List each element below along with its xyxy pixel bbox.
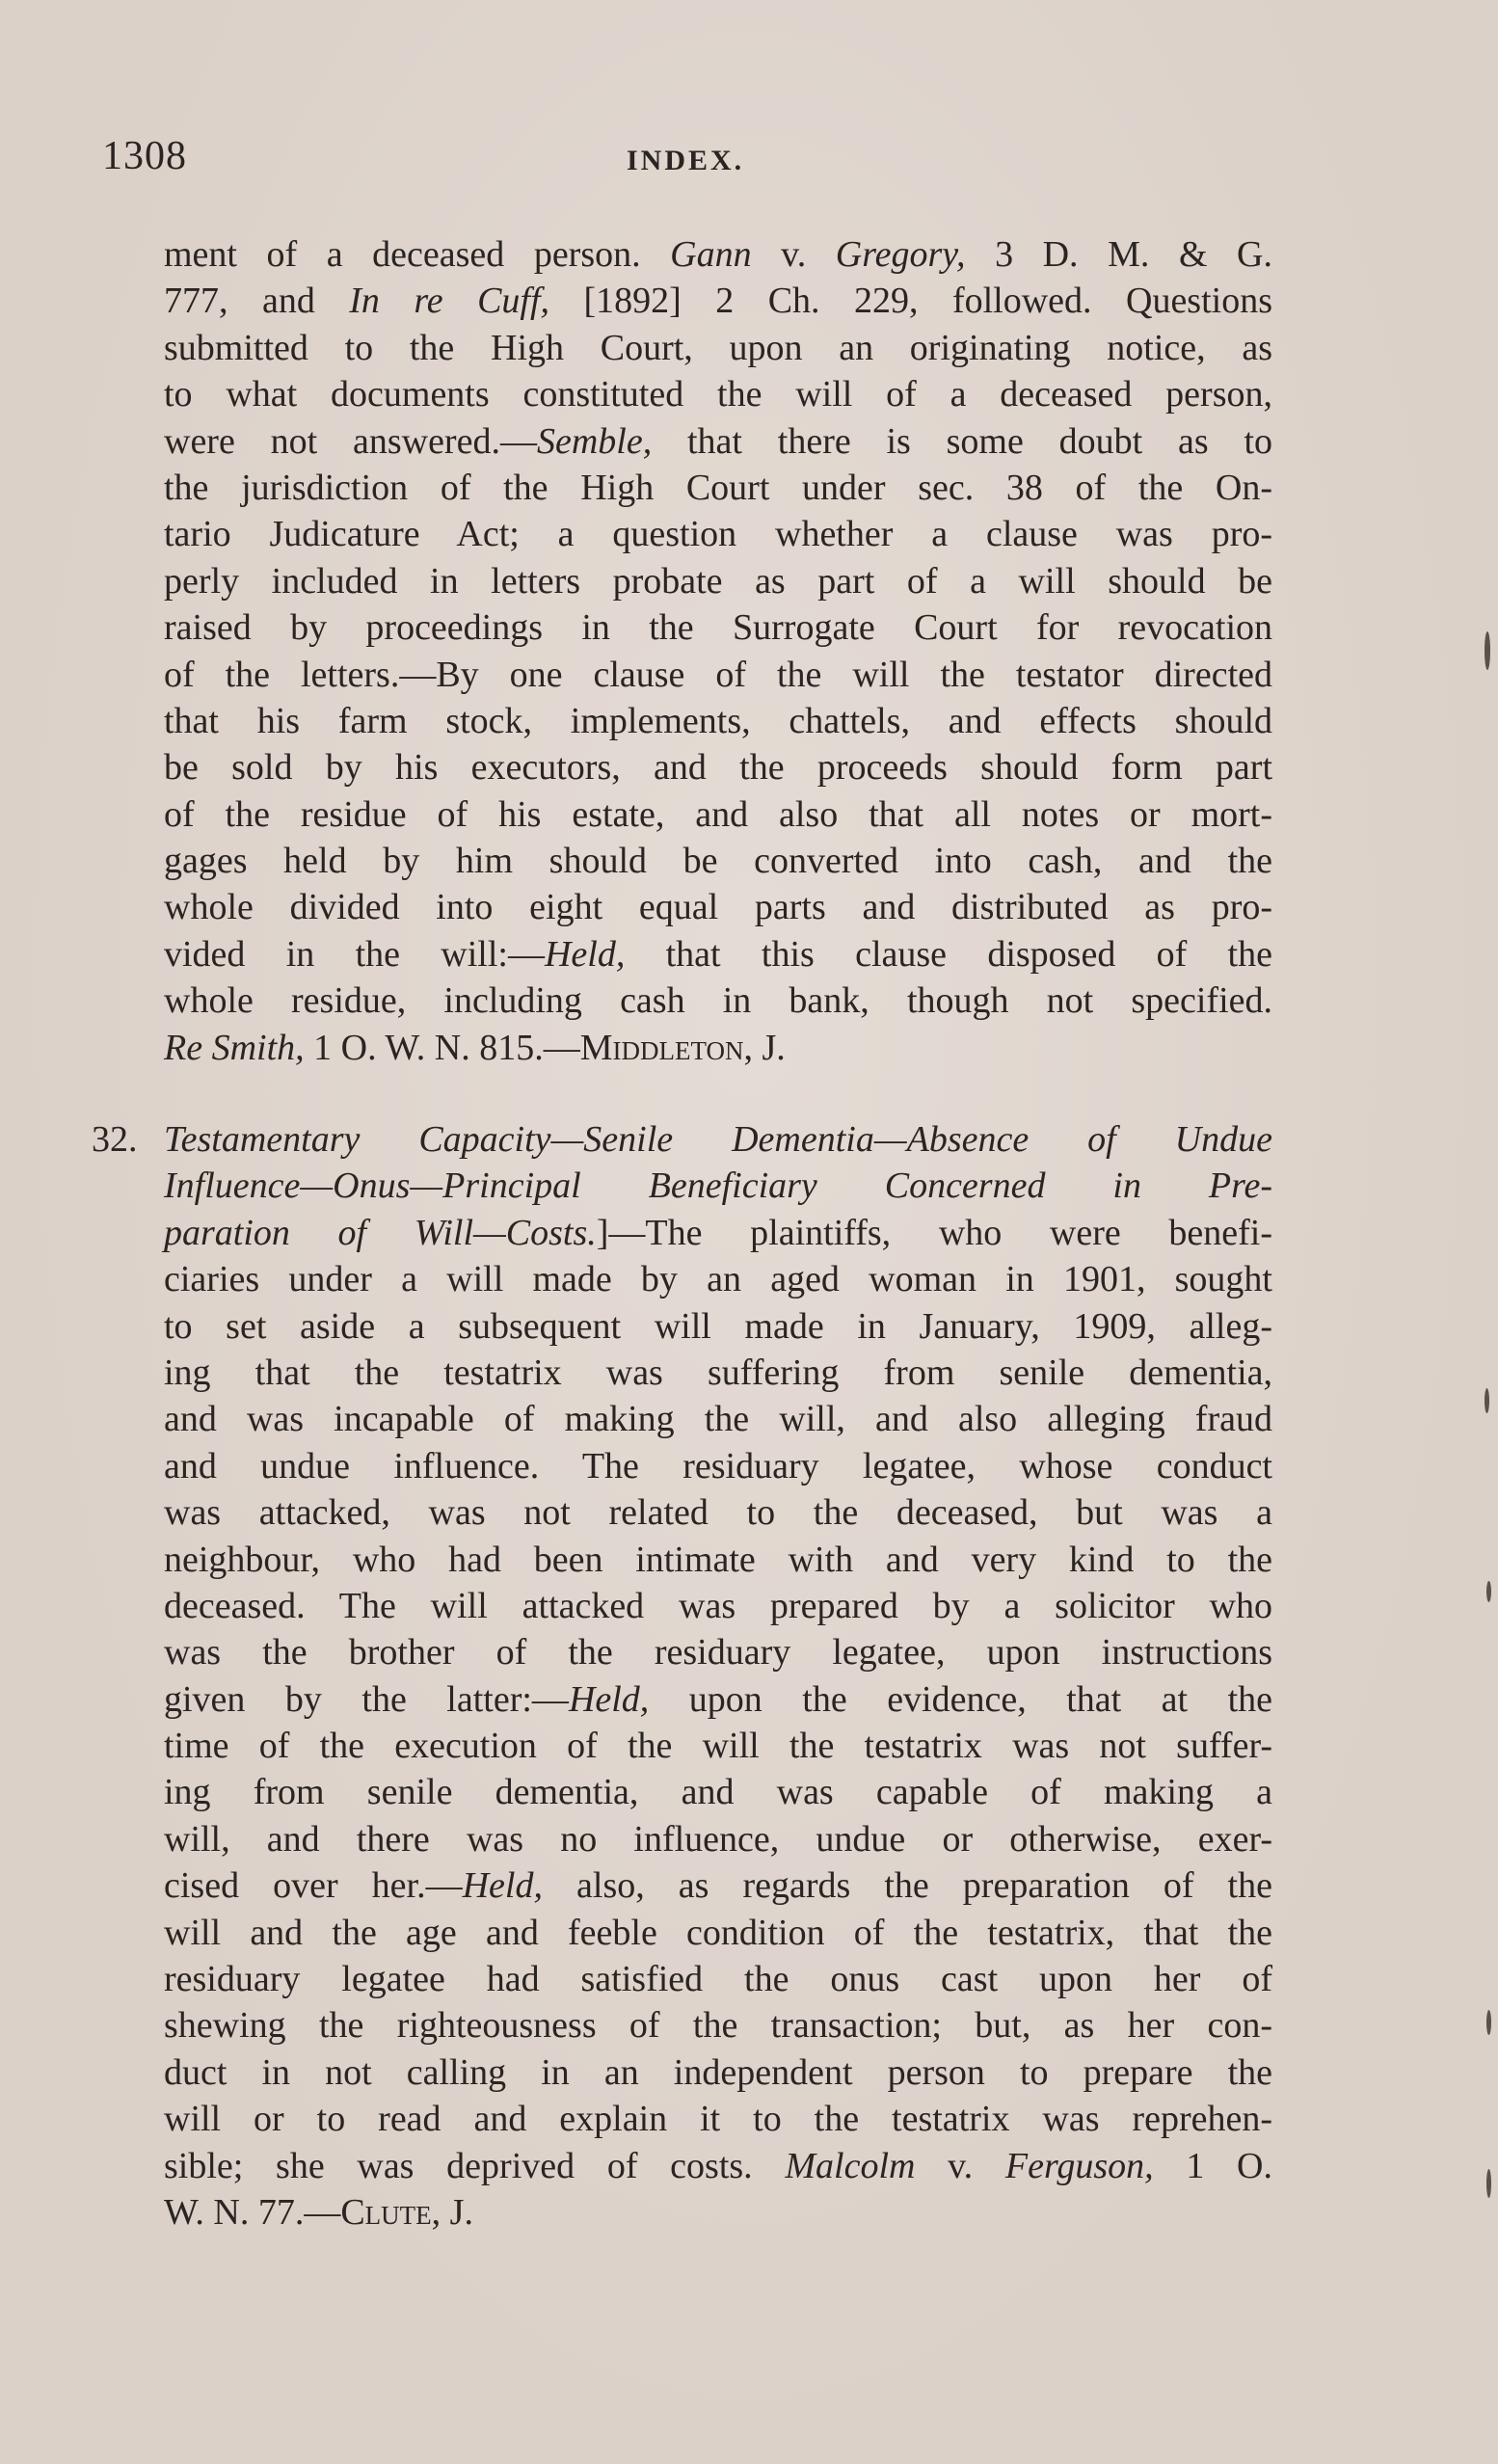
text-run: 3 D. M. & G. (965, 234, 1272, 275)
text-run: 777, and (164, 281, 350, 322)
edge-mark (1486, 2169, 1491, 2198)
text-line (164, 1210, 1272, 1256)
text-line (164, 1025, 1272, 1071)
text-run: 1 O. W. N. 815.— (304, 1027, 580, 1068)
text-line (164, 838, 1272, 884)
text-line (164, 931, 1272, 978)
text-line (164, 1723, 1272, 1769)
text-run: deceased. The will attacked was prepared by a solicitor who (164, 1585, 1272, 1626)
text-run: tario Judicature Act; a question whether a clause was pro- (164, 514, 1272, 555)
text-run: given by the latter:— (164, 1678, 569, 1720)
italic-run: Influence—Onus—Principal Beneficiary Concerned in Pre- (164, 1165, 1272, 1207)
text-line (164, 1489, 1272, 1536)
text-run: W. N. 77.— (164, 2191, 341, 2233)
edge-mark (1485, 1388, 1489, 1413)
text-run: sible; she was deprived of costs. (164, 2145, 786, 2186)
text-run: was attacked, was not related to the deceased, but was a (164, 1492, 1272, 1534)
text-run: to what documents constituted the will of a deceased person, (164, 374, 1272, 415)
text-run: time of the execution of the will the testatrix was not suffer- (164, 1726, 1272, 1767)
text-run: whole divided into eight equal parts and distributed as pro- (164, 887, 1272, 928)
text-run: also, as regards the preparation of the (542, 1865, 1272, 1907)
italic-run: Re Smith, (164, 1027, 305, 1068)
text-run: cised over her.— (164, 1865, 463, 1907)
text-line (164, 1910, 1272, 1956)
text-line (164, 325, 1272, 371)
text-run: raised by proceedings in the Surrogate Court for revocation (164, 607, 1272, 649)
text-run: vided in the will:— (164, 933, 545, 975)
text-run: ]—The plaintiffs, who were benefi- (596, 1212, 1273, 1253)
text-run: gages held by him should be converted into cash, and the (164, 841, 1272, 882)
text-run: of the letters.—By one clause of the will the testator directed (164, 654, 1272, 695)
italic-run: Ferguson, (1004, 2145, 1154, 2186)
italic-run: In re Cuff, (349, 281, 550, 322)
text-line (164, 511, 1272, 557)
text-run: v. (751, 234, 836, 275)
text-run: whole residue, including cash in bank, though not specified. (164, 980, 1272, 1022)
italic-run: Malcolm (785, 2145, 916, 2186)
entry-32-number: 32. (92, 1119, 138, 1160)
entry-31-continuation (164, 231, 1272, 1071)
italic-run: Semble, (536, 420, 653, 462)
text-run: , J. (431, 2191, 473, 2233)
text-run: perly included in letters probate as part of a will should be (164, 560, 1272, 602)
running-head: INDEX. (627, 145, 745, 176)
text-line (164, 2049, 1272, 2096)
text-line (164, 1676, 1272, 1723)
text-line (164, 2143, 1272, 2189)
text-line (164, 1537, 1272, 1583)
text-run: duct in not calling in an independent person to prepare the (164, 2051, 1272, 2093)
edge-mark (1486, 2010, 1491, 2035)
text-line (164, 791, 1272, 838)
text-run: ing that the testatrix was suffering from senile dementia, (164, 1352, 1272, 1393)
text-line (164, 604, 1272, 651)
edge-mark (1485, 631, 1490, 670)
text-line (164, 558, 1272, 604)
text-run: of the residue of his estate, and also that all notes or mort- (164, 793, 1272, 835)
text-line (164, 2189, 1272, 2236)
text-run: was the brother of the residuary legatee, upon instructions (164, 1632, 1272, 1674)
text-line (164, 698, 1272, 744)
text-line (164, 2096, 1272, 2142)
text-line (164, 418, 1272, 465)
text-line (164, 1583, 1272, 1629)
text-run: that there is some doubt as to (652, 420, 1272, 462)
text-line (164, 1443, 1272, 1489)
small-caps-run: Clute (340, 2191, 432, 2233)
text-line (164, 1396, 1272, 1442)
text-line (164, 1303, 1272, 1350)
italic-run: paration of Will—Costs. (164, 1212, 597, 1253)
text-line (164, 744, 1272, 790)
text-run: v. (915, 2145, 1005, 2186)
text-run: ciaries under a will made by an aged woman in 1901, sought (164, 1259, 1272, 1300)
text-line (164, 231, 1272, 278)
text-line (164, 1956, 1272, 2002)
italic-run: Gann (670, 234, 752, 275)
entry-32-text (164, 1116, 1272, 2236)
small-caps-run: Middleton (579, 1027, 744, 1068)
italic-run: Gregory, (835, 234, 966, 275)
text-run: ing from senile dementia, and was capable of making a (164, 1772, 1272, 1813)
text-run: residuary legatee had satisfied the onus cast upon her of (164, 1959, 1272, 2000)
text-run: 1 O. (1153, 2145, 1272, 2186)
text-line (164, 1256, 1272, 1302)
text-run: be sold by his executors, and the proceeds should form part (164, 747, 1272, 789)
text-run: that this clause disposed of the (625, 933, 1272, 975)
text-line (164, 978, 1272, 1024)
page-number: 1308 (102, 134, 187, 178)
text-line (164, 1769, 1272, 1815)
text-line (164, 1350, 1272, 1396)
text-line (164, 652, 1272, 698)
text-line (164, 884, 1272, 930)
text-run: submitted to the High Court, upon an originating notice, as (164, 327, 1272, 368)
text-line (164, 465, 1272, 511)
text-run: and was incapable of making the will, and also alleging fraud (164, 1399, 1272, 1440)
text-line (164, 371, 1272, 417)
text-run: will, and there was no influence, undue or otherwise, exer- (164, 1818, 1272, 1860)
text-run: were not answered.— (164, 420, 537, 462)
text-line (164, 1629, 1272, 1675)
text-line (164, 2002, 1272, 2049)
text-run: , J. (743, 1027, 786, 1068)
text-run: that his farm stock, implements, chattels, and effects should (164, 700, 1272, 741)
edge-mark (1486, 1581, 1491, 1602)
text-run: [1892] 2 Ch. 229, followed. Questions (549, 281, 1272, 322)
text-run: will or to read and explain it to the testatrix was reprehen- (164, 2099, 1272, 2140)
text-run: neighbour, who had been intimate with and very kind to the (164, 1539, 1272, 1580)
text-run: to set aside a subsequent will made in January, 1909, alleg- (164, 1305, 1272, 1347)
text-line (164, 278, 1272, 324)
italic-run: Held, (568, 1678, 650, 1720)
italic-run: Held, (462, 1865, 543, 1907)
italic-run: Testamentary Capacity—Senile Dementia—Absence of Undue (164, 1119, 1272, 1160)
text-run: and undue influence. The residuary legatee, whose conduct (164, 1445, 1272, 1486)
text-line (164, 1816, 1272, 1862)
text-line (164, 1862, 1272, 1909)
text-run: upon the evidence, that at the (649, 1678, 1273, 1720)
text-line (164, 1163, 1272, 1209)
text-run: ment of a deceased person. (164, 234, 671, 275)
text-line (164, 1116, 1272, 1163)
text-run: the jurisdiction of the High Court under sec. 38 of the On- (164, 467, 1272, 508)
text-run: shewing the righteousness of the transaction; but, as her con- (164, 2005, 1272, 2047)
text-run: will and the age and feeble condition of the testatrix, that the (164, 1912, 1272, 1953)
italic-run: Held, (544, 933, 626, 975)
